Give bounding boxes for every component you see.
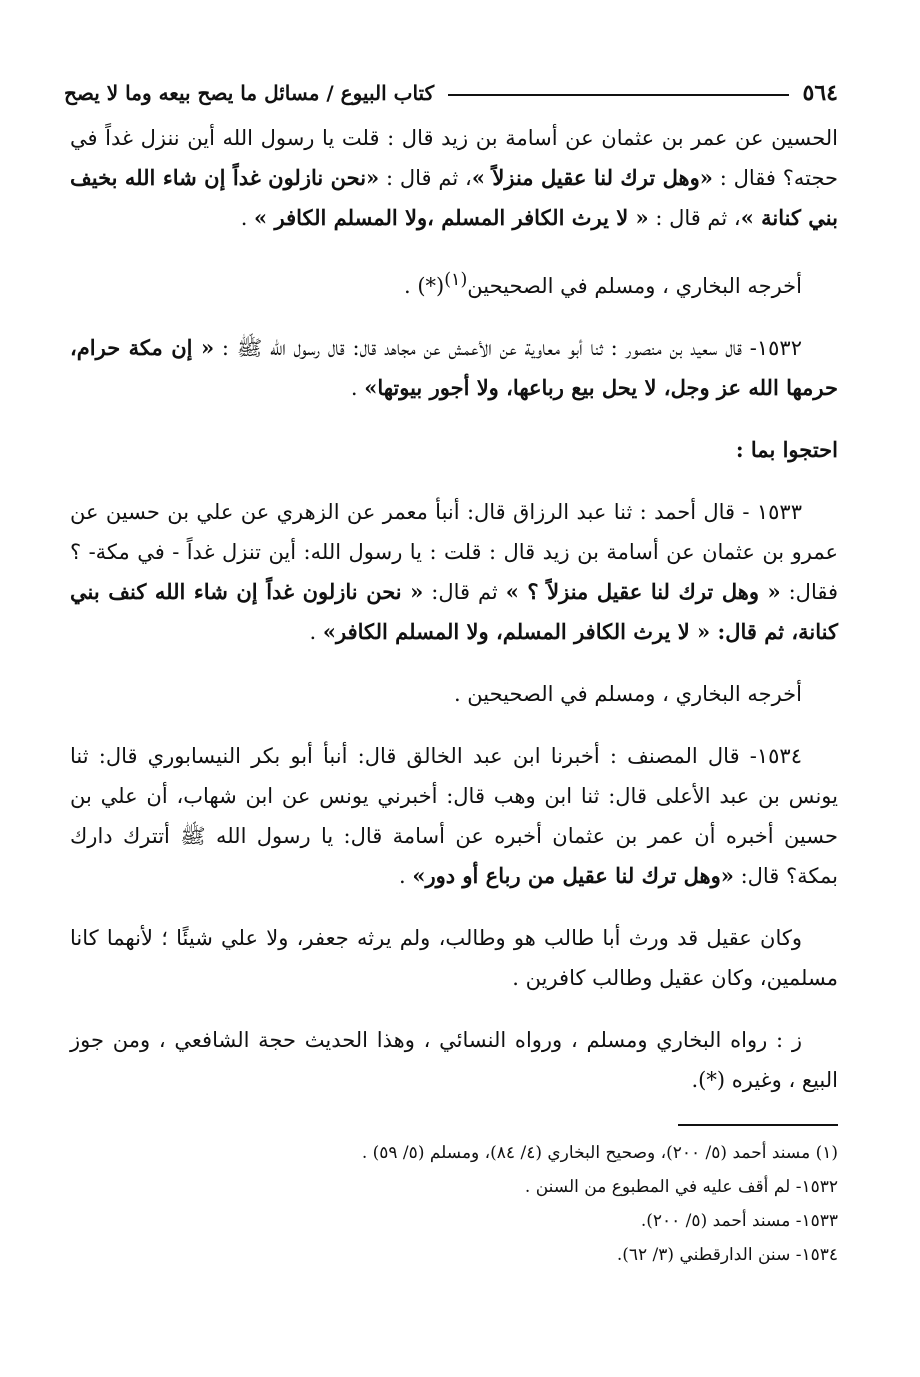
- text-run: ١٥٣٢- قال سعيد بن منصور : ثنا أبو معاوية عن الأعمش عن مجاهد قال: قال رسول الله ﷺ :: [214, 336, 802, 360]
- text-run: (*) .: [403, 274, 445, 298]
- footnote-separator: [678, 1124, 838, 1126]
- quote-text: «نحن نازلون غداً إن شاء الله بخيف بني كنانة »: [70, 165, 838, 230]
- paragraph-source-note: [70, 260, 838, 306]
- footnote: ١٥٣٤- سنن الدارقطني (٣/ ٦٢).: [616, 1245, 838, 1265]
- paragraph-source-note-2: أخرجه البخاري ، ومسلم في الصحيحين .: [453, 682, 802, 706]
- text-run: ثم قال:: [423, 580, 506, 604]
- paragraph-commentary: وكان عقيل قد ورث أبا طالب هو وطالب، ولم يرثه جعفر، ولا علي شيئًا ؛ لأنهما كانا مسلمين، وكان عقيل وطالب كافرين .: [70, 926, 838, 990]
- running-title: كتاب البيوع / مسائل ما يصح بيعه وما لا يصح: [64, 81, 435, 105]
- quote-text: « إن مكة حرام، حرمها الله عز وجل، لا يحل بيع رباعها، ولا أجور بيوتها»: [70, 335, 838, 400]
- footnotes: [160, 1136, 838, 1272]
- footnote-marker: (١): [444, 270, 468, 290]
- text-run: ١٥٣٣ - قال أحمد : ثنا عبد الرزاق قال: أنبأ معمر عن الزهري عن علي بن حسين عن عمرو بن عثمان عن أسامة بن زيد قال : قلت : يا رسول الله: أين تنزل غداً - في مكة- ؟ فقال:: [70, 500, 839, 604]
- text-run: ، ثم قال :: [648, 206, 741, 230]
- quote-text: «وهل ترك لنا عقيل منزلاً »: [471, 165, 713, 190]
- quote-text: «وهل ترك لنا عقيل من رباع أو دور»: [412, 863, 734, 888]
- main-text: [70, 118, 838, 1100]
- footnote: ١٥٣٣- مسند أحمد (٥/ ٢٠٠).: [640, 1211, 838, 1231]
- paragraph-hadith-continuation: [70, 118, 838, 238]
- text-run: أخرجه البخاري ، ومسلم في الصحيحين: [467, 274, 802, 298]
- quote-text: « نحن نازلون غداً إن شاء الله كنف بني كنانة، ثم قال: « لا يرث الكافر المسلم، ولا المسلم الكافر»: [70, 579, 838, 644]
- section-label: احتجوا بما :: [735, 437, 838, 462]
- text-run: ١٥٣٤- قال المصنف : أخبرنا ابن عبد الخالق قال: أنبأ أبو بكر النيسابوري قال: ثنا يونس بن عبد الأعلى قال: ثنا ابن وهب قال: أخبرني يونس عن ابن شهاب، أن علي بن حسين أخبره أن عمر بن عثمان أخبره عن أسامة قال: يا رسول الله ﷺ أتترك دارك بمكة؟ قال:: [70, 744, 838, 888]
- paragraph-hadith-1533: [70, 492, 838, 652]
- text-run: .: [240, 206, 255, 230]
- text-run: .: [398, 864, 413, 888]
- paragraph-hadith-1532: [70, 328, 838, 408]
- header-rule: [448, 94, 788, 96]
- quote-text: « وهل ترك لنا عقيل منزلاً ؟ »: [505, 579, 781, 604]
- text-run: ، ثم قال :: [379, 166, 472, 190]
- text-run: .: [309, 620, 323, 644]
- paragraph-additional-note: ز : رواه البخاري ومسلم ، ورواه النسائي ، وهذا الحديث حجة الشافعي ، ومن جوز البيع ، وغيره (*).: [70, 1028, 838, 1092]
- paragraph-hadith-1534: [70, 736, 838, 896]
- text-run: .: [350, 376, 365, 400]
- footnote: ١٥٣٢- لم أقف عليه في المطبوع من السنن .: [524, 1177, 838, 1197]
- quote-text: « لا يرث الكافر المسلم ،ولا المسلم الكافر »: [254, 205, 649, 230]
- page-header: [64, 76, 838, 110]
- footnote: (١) مسند أحمد (٥/ ٢٠٠)، وصحيح البخاري (٤/ ٨٤)، ومسلم (٥/ ٥٩) .: [361, 1143, 838, 1163]
- page-number: ٥٦٤: [802, 80, 838, 106]
- text-run: الحسين عن عمر بن عثمان عن أسامة بن زيد قال : قلت يا رسول الله أين ننزل غداً في حجته؟ فقال :: [70, 126, 838, 190]
